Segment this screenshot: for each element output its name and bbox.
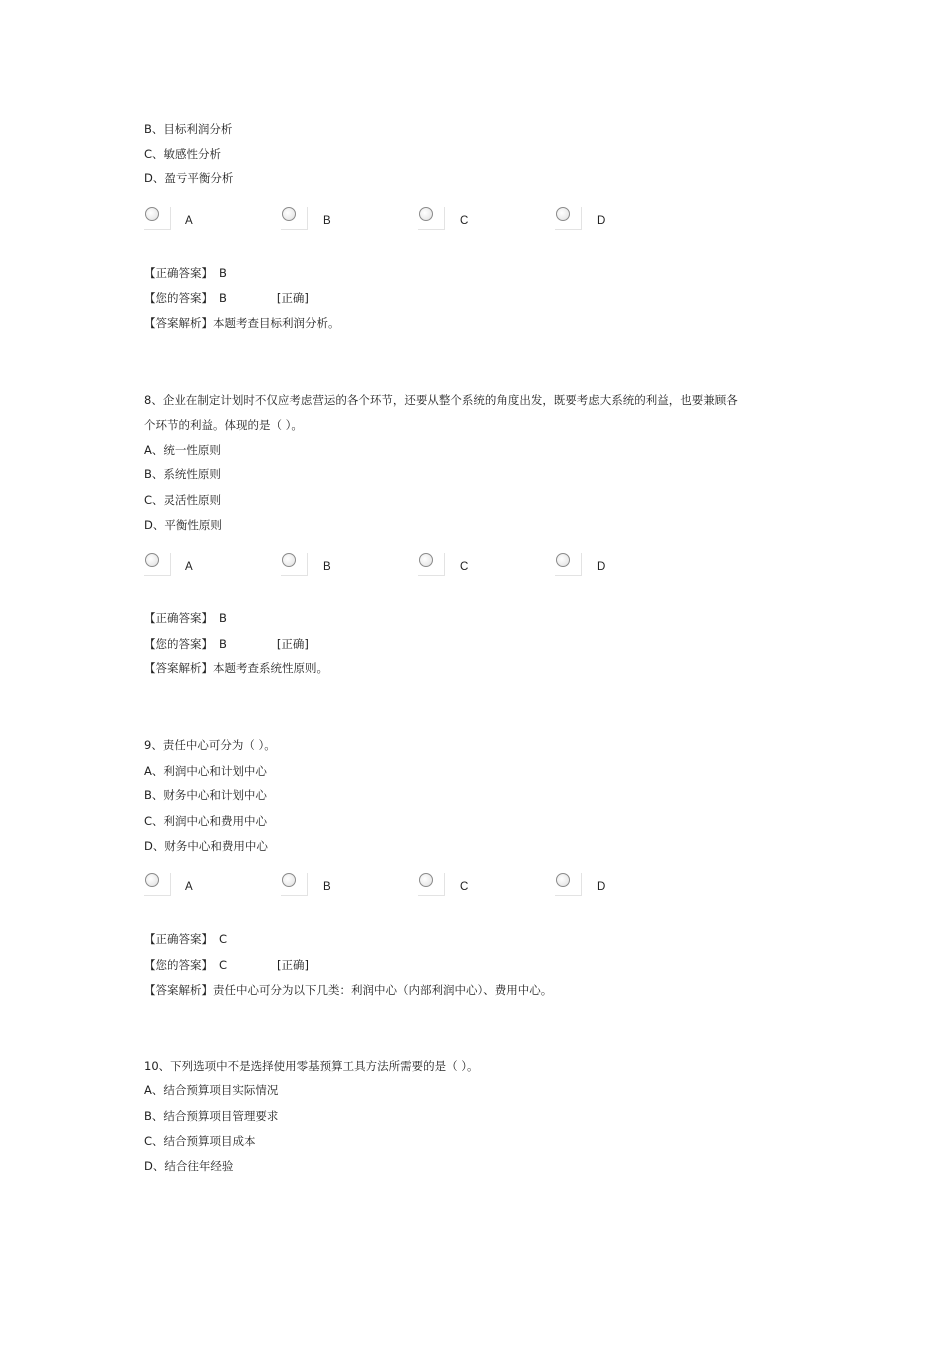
answer-radio-group: [144, 553, 624, 577]
question-stem: 9、责任中心可分为（ ）。: [144, 738, 276, 752]
analysis-text: 本题考查系统性原则。: [213, 661, 328, 675]
your-answer-value: B: [219, 291, 227, 305]
option-c: C、结合预算项目成本: [144, 1134, 256, 1148]
radio-d[interactable]: [556, 553, 570, 567]
radio-label-a: A: [185, 561, 193, 573]
correct-answer-label: 【正确答案】: [144, 611, 213, 625]
option-d: D、结合往年经验: [144, 1159, 234, 1173]
radio-label-b: B: [323, 561, 331, 573]
correct-answer-value: B: [219, 611, 227, 625]
option-a: A、统一性原则: [144, 443, 221, 457]
option-c: C、敏感性分析: [144, 147, 222, 161]
radio-c[interactable]: [419, 207, 433, 221]
analysis-text: 责任中心可分为以下几类：利润中心（内部利润中心）、费用中心。: [213, 983, 553, 997]
radio-label-c: C: [460, 215, 469, 227]
radio-b[interactable]: [282, 553, 296, 567]
correct-answer-value: B: [219, 266, 227, 280]
answer-status: [正确]: [277, 958, 310, 972]
option-c: C、灵活性原则: [144, 493, 222, 507]
question-stem: 8、企业在制定计划时不仅应考虑营运的各个环节，还要从整个系统的角度出发，既要考虑大系统的利益，也要兼顾各: [144, 393, 738, 407]
correct-answer-row: [144, 932, 227, 946]
option-a: A、利润中心和计划中心: [144, 764, 267, 778]
your-answer-value: C: [219, 958, 228, 972]
option-b: B、财务中心和计划中心: [144, 788, 267, 802]
option-a: A、结合预算项目实际情况: [144, 1083, 279, 1097]
radio-label-d: D: [597, 881, 606, 893]
correct-answer-row: [144, 266, 227, 280]
analysis-row: [144, 316, 340, 330]
radio-label-a: A: [185, 215, 193, 227]
analysis-label: 【答案解析】: [144, 661, 213, 675]
radio-label-c: C: [460, 561, 469, 573]
radio-label-c: C: [460, 881, 469, 893]
radio-b[interactable]: [282, 207, 296, 221]
your-answer-label: 【您的答案】: [144, 637, 213, 651]
question-stem: 10、下列选项中不是选择使用零基预算工具方法所需要的是（ ）。: [144, 1059, 479, 1073]
radio-a[interactable]: [145, 207, 159, 221]
analysis-text: 本题考查目标利润分析。: [213, 316, 340, 330]
radio-d[interactable]: [556, 873, 570, 887]
option-d: D、财务中心和费用中心: [144, 839, 268, 853]
correct-answer-label: 【正确答案】: [144, 266, 213, 280]
radio-d[interactable]: [556, 207, 570, 221]
analysis-label: 【答案解析】: [144, 983, 213, 997]
answer-status: [正确]: [276, 637, 309, 651]
option-d: D、平衡性原则: [144, 518, 222, 532]
option-c: C、利润中心和费用中心: [144, 814, 268, 828]
analysis-label: 【答案解析】: [144, 316, 213, 330]
radio-label-b: B: [323, 881, 331, 893]
radio-c[interactable]: [419, 553, 433, 567]
radio-label-d: D: [597, 215, 606, 227]
option-b: B、目标利润分析: [144, 122, 233, 136]
your-answer-label: 【您的答案】: [144, 958, 213, 972]
radio-a[interactable]: [145, 553, 159, 567]
your-answer-value: B: [219, 637, 227, 651]
correct-answer-label: 【正确答案】: [144, 932, 213, 946]
analysis-row: [144, 983, 552, 997]
option-b: B、结合预算项目管理要求: [144, 1109, 279, 1123]
option-d: D、盈亏平衡分析: [144, 171, 234, 185]
correct-answer-value: C: [219, 932, 228, 946]
analysis-row: [144, 661, 328, 675]
your-answer-row: [144, 637, 309, 651]
radio-b[interactable]: [282, 873, 296, 887]
your-answer-row: [144, 291, 309, 305]
answer-radio-group: [144, 207, 624, 231]
your-answer-row: [144, 958, 309, 972]
question-stem-continued: 个环节的利益。体现的是（ ）。: [144, 418, 303, 432]
answer-radio-group: [144, 873, 624, 897]
option-b: B、系统性原则: [144, 467, 221, 481]
radio-label-b: B: [323, 215, 331, 227]
correct-answer-row: [144, 611, 227, 625]
radio-label-a: A: [185, 881, 193, 893]
radio-a[interactable]: [145, 873, 159, 887]
radio-label-d: D: [597, 561, 606, 573]
radio-c[interactable]: [419, 873, 433, 887]
answer-status: [正确]: [276, 291, 309, 305]
your-answer-label: 【您的答案】: [144, 291, 213, 305]
